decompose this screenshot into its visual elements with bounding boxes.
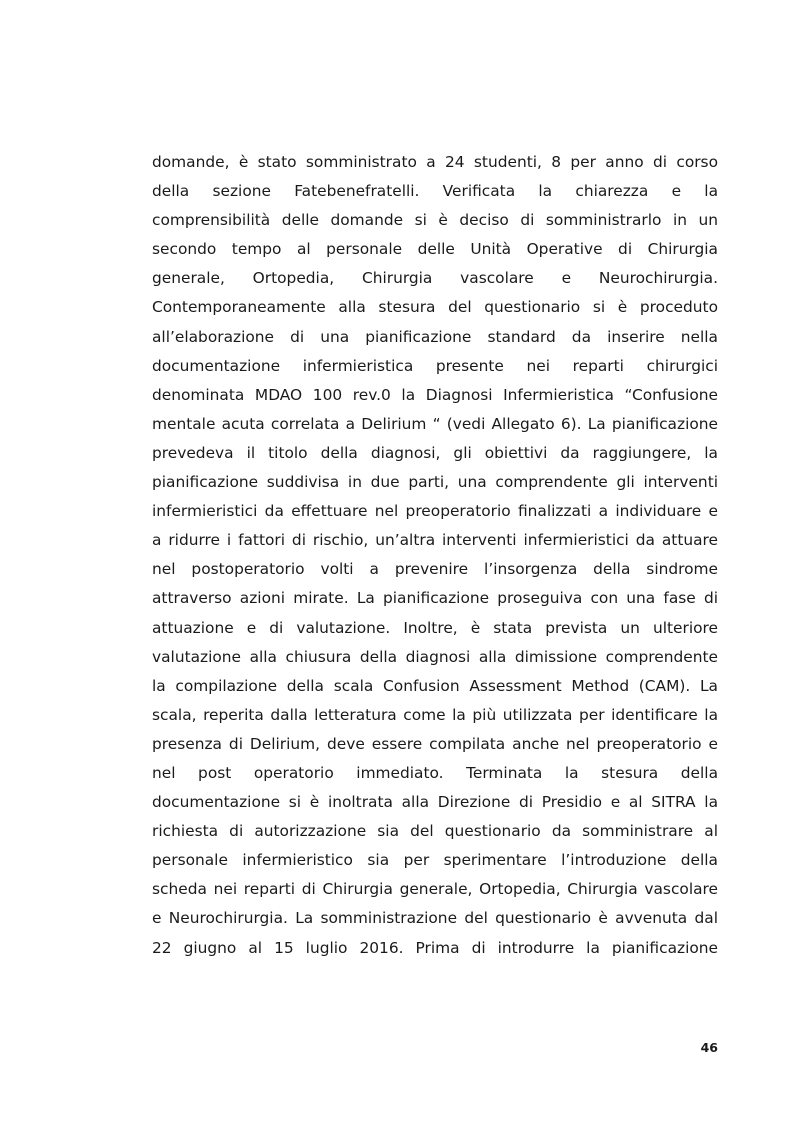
text-line: scala, reperita dalla letteratura come la più utilizzata per identificare la <box>152 705 718 724</box>
text-line: documentazione si è inoltrata alla Direzione di Presidio e al SITRA la <box>152 793 718 812</box>
text-line: mentale acuta correlata a Delirium “ (vedi Allegato 6). La pianificazione <box>152 414 718 433</box>
text-line: valutazione alla chiusura della diagnosi alla dimissione comprendente <box>152 647 718 666</box>
text-line: denominata MDAO 100 rev.0 la Diagnosi Infermieristica “Confusione <box>152 385 718 404</box>
text-line: nel postoperatorio volti a prevenire l’insorgenza della sindrome <box>152 560 718 579</box>
text-line: della sezione Fatebenefratelli. Verificata la chiarezza e la <box>152 182 718 201</box>
text-line: secondo tempo al personale delle Unità Operative di Chirurgia <box>152 240 718 259</box>
text-line: richiesta di autorizzazione sia del questionario da somministrare al <box>152 822 718 841</box>
text-line: pianificazione suddivisa in due parti, una comprendente gli interventi <box>152 473 718 492</box>
text-line: prevedeva il titolo della diagnosi, gli obiettivi da raggiungere, la <box>152 443 718 462</box>
text-line: comprensibilità delle domande si è deciso di somministrarlo in un <box>152 211 718 230</box>
text-line: generale, Ortopedia, Chirurgia vascolare e Neurochirurgia. <box>152 269 718 288</box>
body-text <box>152 148 718 963</box>
text-line: domande, è stato somministrato a 24 studenti, 8 per anno di corso <box>152 153 718 171</box>
text-line: Contemporaneamente alla stesura del questionario si è proceduto <box>152 298 718 317</box>
text-line: attuazione e di valutazione. Inoltre, è stata prevista un ulteriore <box>152 618 718 637</box>
text-line: infermieristici da effettuare nel preoperatorio finalizzati a individuare e <box>152 502 718 521</box>
page-number: 46 <box>700 1040 718 1055</box>
text-line: attraverso azioni mirate. La pianificazione proseguiva con una fase di <box>152 589 718 608</box>
text-line: presenza di Delirium, deve essere compilata anche nel preoperatorio e <box>152 734 718 753</box>
text-line: e Neurochirurgia. La somministrazione del questionario è avvenuta dal <box>152 909 718 928</box>
text-line: personale infermieristico sia per sperimentare l’introduzione della <box>152 851 718 870</box>
text-line: documentazione infermieristica presente nei reparti chirurgici <box>152 356 718 375</box>
text-line: nel post operatorio immediato. Terminata la stesura della <box>152 763 718 782</box>
text-line: all’elaborazione di una pianificazione standard da inserire nella <box>152 327 718 346</box>
text-line: la compilazione della scala Confusion Assessment Method (CAM). La <box>152 676 718 695</box>
text-line: a ridurre i fattori di rischio, un’altra interventi infermieristici da attuare <box>152 531 718 550</box>
text-line: scheda nei reparti di Chirurgia generale, Ortopedia, Chirurgia vascolare <box>152 880 718 899</box>
text-line: 22 giugno al 15 luglio 2016. Prima di introdurre la pianificazione <box>152 938 718 957</box>
